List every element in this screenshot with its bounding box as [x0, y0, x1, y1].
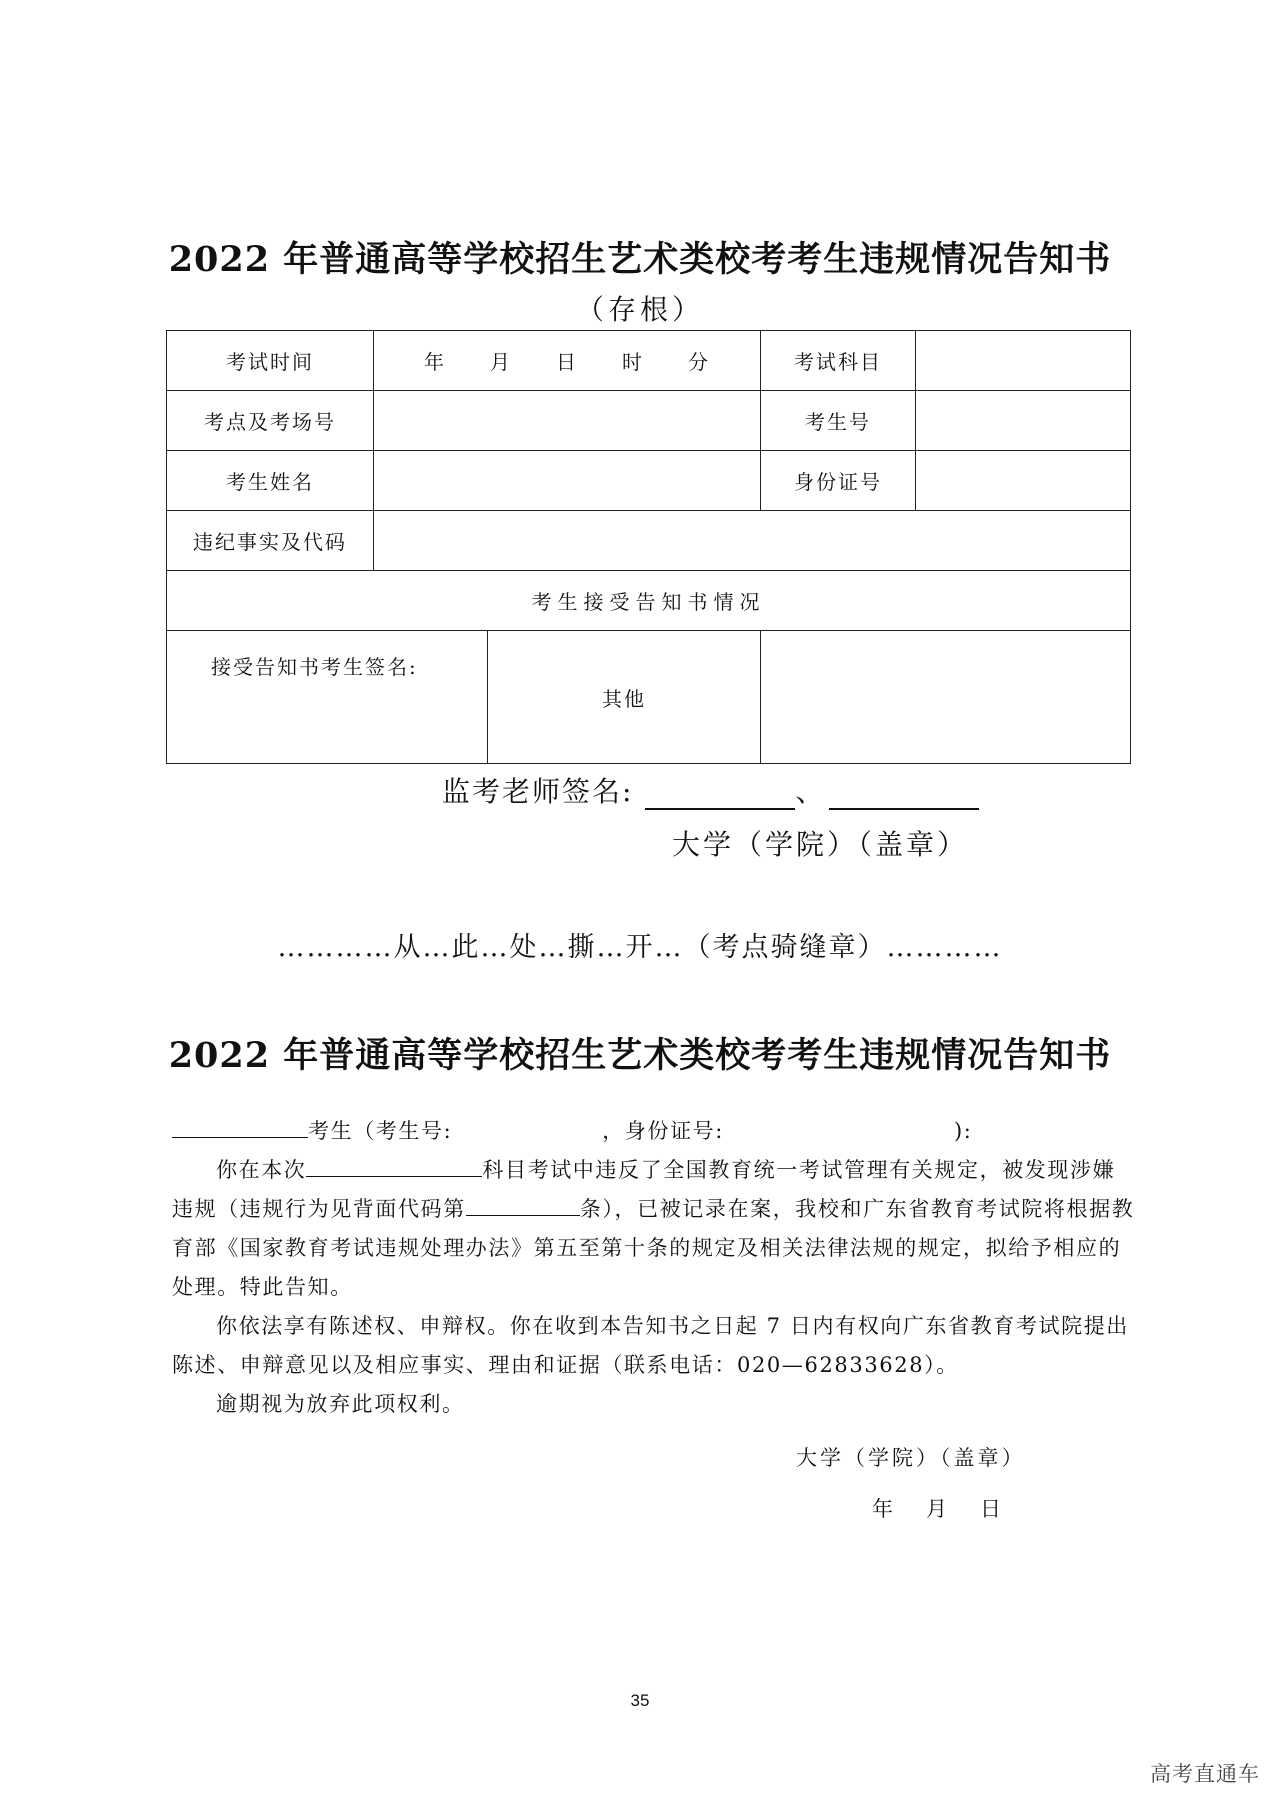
page-number: 35 — [630, 1691, 650, 1710]
table-row — [167, 391, 1131, 451]
p1-e: 育部《国家教育考试违规处理办法》第五至第十条的规定及相关法律法规的规定，拟给予相应的 — [172, 1236, 1122, 1260]
site-field[interactable] — [374, 391, 761, 451]
id-label: 身份证号 — [761, 451, 916, 511]
subject-field[interactable] — [916, 331, 1131, 391]
candidate-name-blank[interactable] — [172, 1115, 308, 1138]
line1-id: ，身份证号: — [602, 1119, 724, 1143]
code-blank[interactable] — [466, 1193, 580, 1216]
proctor-signature-blank-1[interactable] — [645, 784, 795, 810]
signature-label: 接受告知书考生签名: — [211, 655, 418, 679]
stub-title: 2022 年普通高等学校招生艺术类校考考生违规情况告知书 — [168, 239, 1112, 280]
p1-a: 你在本次 — [216, 1158, 307, 1182]
p2-a: 你依法享有陈述权、申辩权。你在收到本告知书之日起 7 日内有权向广东省教育考试院提出 — [216, 1314, 1129, 1338]
p3: 逾期视为放弃此项权利。 — [216, 1392, 465, 1416]
candidate-no-field[interactable] — [916, 391, 1131, 451]
p1-d: 条），已被记录在案，我校和广东省教育考试院将根据教 — [579, 1197, 1135, 1221]
watermark: 高考直通车 — [1150, 1762, 1260, 1786]
subject-label: 考试科目 — [761, 331, 916, 391]
name-field[interactable] — [374, 451, 761, 511]
exam-time-value: 年 月 日 时 分 — [374, 331, 761, 391]
notice-body — [172, 1112, 1135, 1424]
stub-stamp: 大学（学院）（盖章） — [672, 828, 969, 861]
notice-line-4 — [172, 1229, 1128, 1268]
name-label: 考生姓名 — [167, 451, 374, 511]
subject-blank[interactable] — [306, 1154, 482, 1177]
notice-line-8 — [172, 1385, 1128, 1424]
proctor-separator: 、 — [795, 775, 826, 808]
table-row — [167, 331, 1131, 391]
exam-time-label: 考试时间 — [167, 331, 374, 391]
table-row — [167, 571, 1131, 631]
line1-end: ): — [953, 1119, 973, 1143]
violation-label: 违纪事实及代码 — [167, 511, 374, 571]
table-row — [167, 631, 1131, 764]
proctor-label: 监考老师签名: — [442, 775, 634, 808]
notice-stamp: 大学（学院）（盖章） — [796, 1446, 1026, 1470]
table-row — [167, 511, 1131, 571]
notice-line-1 — [172, 1112, 1128, 1151]
notice-line-3 — [172, 1190, 1135, 1229]
p1-b: 科目考试中违反了全国教育统一考试管理有关规定，被发现涉嫌 — [482, 1158, 1116, 1182]
proctor-signature-line — [442, 770, 979, 810]
signature-cell[interactable] — [167, 631, 488, 764]
other-label: 其他 — [488, 631, 761, 764]
notice-date: 年 月 日 — [872, 1497, 1007, 1521]
id-field[interactable] — [916, 451, 1131, 511]
tear-line: …………从…此…处…撕…开…（考点骑缝章）………… — [277, 932, 1003, 963]
line1-candidate: 考生（考生号: — [308, 1119, 453, 1143]
p1-c: 违规（违规行为见背面代码第 — [172, 1197, 466, 1221]
notice-title: 2022 年普通高等学校招生艺术类校考考生违规情况告知书 — [168, 1035, 1112, 1076]
table-row — [167, 451, 1131, 511]
notice-line-5 — [172, 1268, 1128, 1307]
stub-subtitle: （存根） — [575, 293, 704, 326]
violation-field[interactable] — [374, 511, 1131, 571]
notice-line-2 — [172, 1151, 1128, 1190]
candidate-no-label: 考生号 — [761, 391, 916, 451]
stub-form-table — [166, 330, 1131, 764]
site-label: 考点及考场号 — [167, 391, 374, 451]
notice-line-7 — [172, 1346, 1128, 1385]
proctor-signature-blank-2[interactable] — [829, 784, 979, 810]
p1-f: 处理。特此告知。 — [172, 1275, 353, 1299]
notice-line-6 — [172, 1307, 1128, 1346]
acceptance-header: 考生接受告知书情况 — [167, 571, 1131, 631]
other-field[interactable] — [761, 631, 1131, 764]
p2-b: 陈述、申辩意见以及相应事实、理由和证据（联系电话：020—62833628）。 — [172, 1353, 959, 1377]
